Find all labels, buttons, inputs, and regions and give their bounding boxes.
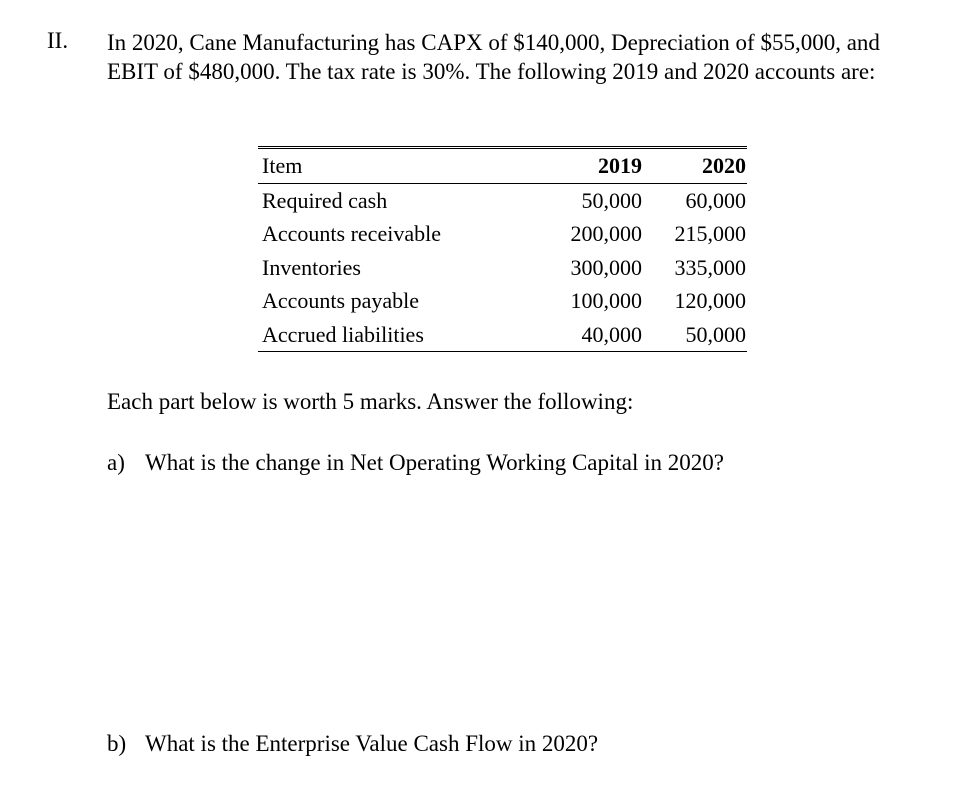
row-item: Accrued liabilities bbox=[262, 321, 424, 347]
row-item: Accounts receivable bbox=[262, 221, 441, 246]
instructions: Each part below is worth 5 marks. Answer the following: bbox=[107, 389, 634, 414]
problem-statement-line-2: EBIT of $480,000. The tax rate is 30%. The following 2019 and 2020 accounts are: bbox=[107, 59, 876, 84]
question-b-text: What is the Enterprise Value Cash Flow in 2020? bbox=[145, 731, 599, 756]
problem-number: II. bbox=[47, 28, 69, 53]
row-value-2020: 335,000 bbox=[674, 254, 746, 280]
question-b-label: b) bbox=[107, 731, 127, 756]
row-value-2020: 215,000 bbox=[674, 221, 746, 246]
row-value-2019: 200,000 bbox=[570, 221, 642, 246]
question-a-label: a) bbox=[107, 450, 125, 475]
question-b bbox=[107, 731, 598, 757]
row-value-2019: 100,000 bbox=[570, 288, 642, 313]
row-value-2019: 300,000 bbox=[570, 254, 642, 280]
row-value-2019: 50,000 bbox=[581, 187, 642, 213]
table-row bbox=[258, 318, 747, 352]
question-a-text: What is the change in Net Operating Working Capital in 2020? bbox=[145, 450, 724, 475]
table-row bbox=[258, 251, 747, 285]
problem-statement-line-1: In 2020, Cane Manufacturing has CAPX of $140,000, Depreciation of $55,000, and bbox=[107, 30, 880, 55]
table-row bbox=[258, 284, 747, 318]
row-value-2020: 60,000 bbox=[685, 187, 746, 213]
table-row bbox=[258, 183, 747, 217]
problem-statement bbox=[107, 28, 947, 86]
table-header-row bbox=[258, 148, 747, 184]
header-item: Item bbox=[262, 153, 303, 178]
table-row bbox=[258, 217, 747, 251]
row-item: Required cash bbox=[262, 187, 388, 213]
row-value-2019: 40,000 bbox=[581, 321, 642, 347]
header-2020: 2020 bbox=[702, 153, 746, 178]
header-2019: 2019 bbox=[598, 153, 642, 178]
accounts-table bbox=[258, 146, 747, 352]
row-item: Accounts payable bbox=[262, 288, 419, 313]
row-value-2020: 120,000 bbox=[674, 288, 746, 313]
question-a bbox=[107, 450, 724, 476]
row-value-2020: 50,000 bbox=[685, 321, 746, 347]
row-item: Inventories bbox=[262, 254, 361, 280]
